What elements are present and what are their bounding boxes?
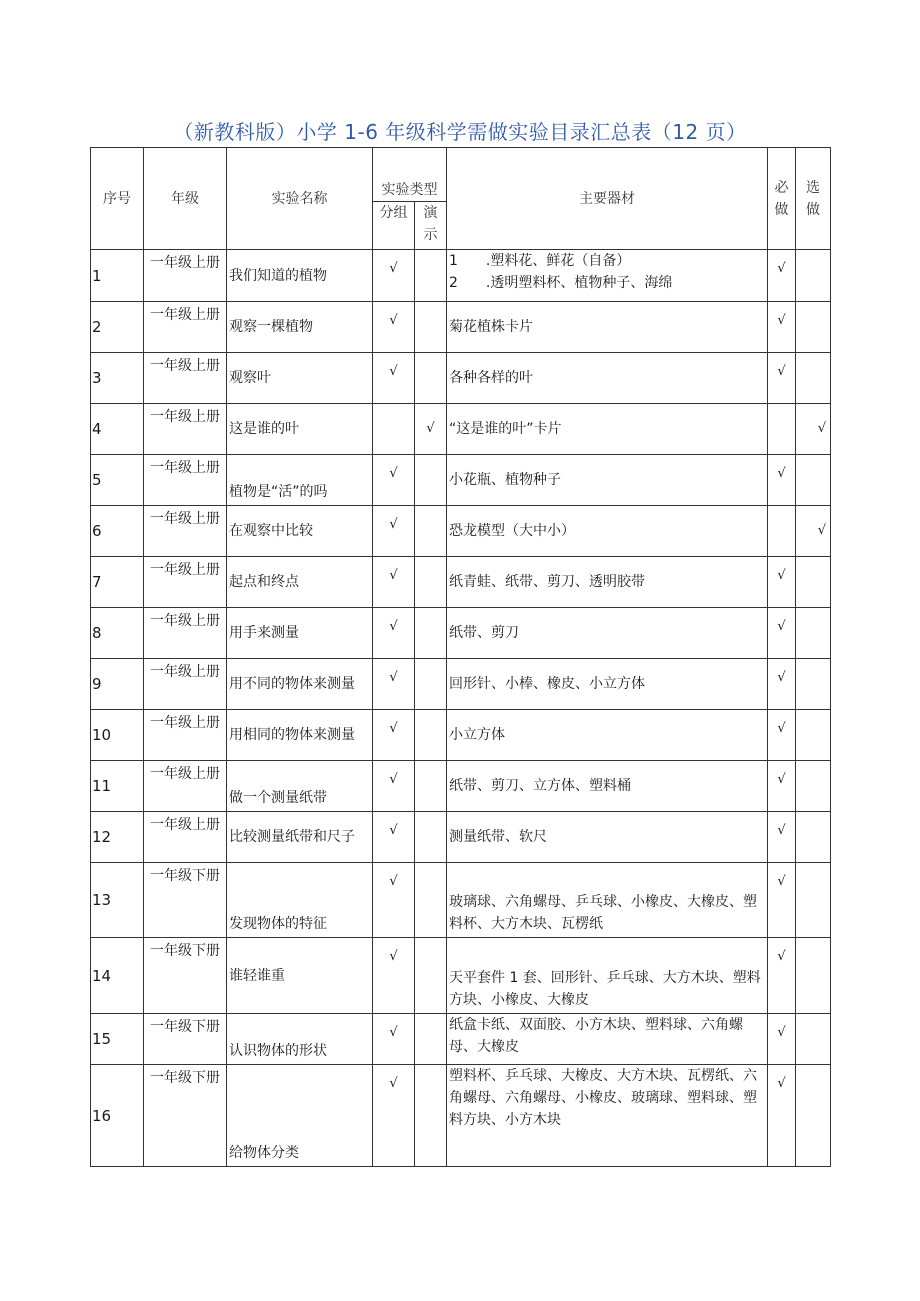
row-materials: 恐龙模型（大中小） <box>447 506 768 557</box>
page-title: （新教科版）小学 1-6 年级科学需做实验目录汇总表（12 页） <box>173 120 747 144</box>
table-row <box>91 455 831 506</box>
row-name: 做一个测量纸带 <box>227 761 373 812</box>
row-grade: 一年级上册 <box>144 608 227 659</box>
table-row <box>91 1014 831 1065</box>
row-name: 认识物体的形状 <box>227 1014 373 1065</box>
row-demo-check <box>415 812 447 863</box>
row-grade: 一年级下册 <box>144 863 227 938</box>
row-demo-check <box>415 938 447 1014</box>
row-optional-check <box>796 863 831 938</box>
row-group-check: √ <box>373 1065 415 1167</box>
row-name: 用不同的物体来测量 <box>227 659 373 710</box>
table-row <box>91 404 831 455</box>
row-name: 我们知道的植物 <box>227 250 373 302</box>
row-materials: 纸盒卡纸、双面胶、小方木块、塑料球、六角螺母、大橡皮 <box>447 1014 768 1065</box>
header-type: 实验类型 <box>373 148 447 202</box>
row-materials: 纸青蛙、纸带、剪刀、透明胶带 <box>447 557 768 608</box>
table-row <box>91 557 831 608</box>
row-demo-check <box>415 761 447 812</box>
header-optional: 选 做 <box>796 148 831 250</box>
row-grade: 一年级下册 <box>144 938 227 1014</box>
row-grade: 一年级上册 <box>144 557 227 608</box>
row-group-check: √ <box>373 455 415 506</box>
row-grade: 一年级上册 <box>144 812 227 863</box>
row-grade: 一年级上册 <box>144 404 227 455</box>
row-optional-check <box>796 557 831 608</box>
row-seq: 1 <box>91 250 144 302</box>
row-name: 发现物体的特征 <box>227 863 373 938</box>
row-seq: 14 <box>91 938 144 1014</box>
row-required-check: √ <box>768 863 796 938</box>
row-grade: 一年级上册 <box>144 659 227 710</box>
row-seq: 13 <box>91 863 144 938</box>
row-grade: 一年级下册 <box>144 1014 227 1065</box>
row-optional-check <box>796 353 831 404</box>
table-row <box>91 608 831 659</box>
row-name: 用相同的物体来测量 <box>227 710 373 761</box>
row-name: 比较测量纸带和尺子 <box>227 812 373 863</box>
row-demo-check <box>415 710 447 761</box>
table-row <box>91 710 831 761</box>
row-materials: 各种各样的叶 <box>447 353 768 404</box>
row-optional-check <box>796 812 831 863</box>
header-demo: 演 示 <box>415 202 447 250</box>
row-seq: 11 <box>91 761 144 812</box>
row-demo-check <box>415 608 447 659</box>
row-materials: 1 .塑料花、鲜花（自备） 2 .透明塑料杯、植物种子、海绵 <box>447 250 768 302</box>
row-materials: 玻璃球、六角螺母、乒乓球、小橡皮、大橡皮、塑料杯、大方木块、瓦楞纸 <box>447 863 768 938</box>
row-name: 观察叶 <box>227 353 373 404</box>
row-materials: 小花瓶、植物种子 <box>447 455 768 506</box>
row-grade: 一年级上册 <box>144 761 227 812</box>
row-required-check: √ <box>768 659 796 710</box>
table-row <box>91 659 831 710</box>
row-grade: 一年级上册 <box>144 250 227 302</box>
row-required-check: √ <box>768 761 796 812</box>
row-name: 植物是“活”的吗 <box>227 455 373 506</box>
header-group: 分组 <box>373 202 415 250</box>
row-group-check: √ <box>373 938 415 1014</box>
row-group-check: √ <box>373 353 415 404</box>
row-demo-check <box>415 863 447 938</box>
row-optional-check <box>796 250 831 302</box>
header-grade: 年级 <box>144 148 227 250</box>
row-required-check <box>768 404 796 455</box>
row-seq: 12 <box>91 812 144 863</box>
row-seq: 10 <box>91 710 144 761</box>
row-materials: 纸带、剪刀 <box>447 608 768 659</box>
row-seq: 15 <box>91 1014 144 1065</box>
row-group-check: √ <box>373 710 415 761</box>
row-demo-check <box>415 506 447 557</box>
row-grade: 一年级上册 <box>144 353 227 404</box>
row-optional-check: √ <box>796 506 831 557</box>
row-required-check: √ <box>768 608 796 659</box>
row-required-check: √ <box>768 710 796 761</box>
header-required: 必 做 <box>768 148 796 250</box>
table-row <box>91 812 831 863</box>
row-seq: 16 <box>91 1065 144 1167</box>
row-required-check: √ <box>768 455 796 506</box>
row-group-check: √ <box>373 812 415 863</box>
row-name: 用手来测量 <box>227 608 373 659</box>
row-required-check: √ <box>768 250 796 302</box>
row-required-check: √ <box>768 812 796 863</box>
row-demo-check: √ <box>415 404 447 455</box>
row-name: 在观察中比较 <box>227 506 373 557</box>
header-materials: 主要器材 <box>447 148 768 250</box>
table-row <box>91 761 831 812</box>
row-seq: 4 <box>91 404 144 455</box>
row-seq: 7 <box>91 557 144 608</box>
row-name: 观察一棵植物 <box>227 302 373 353</box>
header-name: 实验名称 <box>227 148 373 250</box>
row-optional-check <box>796 710 831 761</box>
row-seq: 3 <box>91 353 144 404</box>
row-name: 给物体分类 <box>227 1065 373 1167</box>
row-group-check: √ <box>373 608 415 659</box>
row-group-check: √ <box>373 506 415 557</box>
row-materials: 小立方体 <box>447 710 768 761</box>
table-row <box>91 250 831 302</box>
row-group-check: √ <box>373 250 415 302</box>
row-grade: 一年级上册 <box>144 710 227 761</box>
table-row <box>91 938 831 1014</box>
row-optional-check <box>796 608 831 659</box>
row-grade: 一年级上册 <box>144 455 227 506</box>
row-name: 谁轻谁重 <box>227 938 373 1014</box>
row-seq: 8 <box>91 608 144 659</box>
table-row <box>91 353 831 404</box>
row-seq: 2 <box>91 302 144 353</box>
row-group-check: √ <box>373 659 415 710</box>
row-group-check: √ <box>373 761 415 812</box>
row-materials: 菊花植株卡片 <box>447 302 768 353</box>
table-row <box>91 1065 831 1167</box>
row-group-check: √ <box>373 557 415 608</box>
table-row <box>91 302 831 353</box>
row-materials: 测量纸带、软尺 <box>447 812 768 863</box>
row-name: 起点和终点 <box>227 557 373 608</box>
row-optional-check <box>796 938 831 1014</box>
row-group-check: √ <box>373 302 415 353</box>
row-group-check <box>373 404 415 455</box>
row-required-check: √ <box>768 353 796 404</box>
row-grade: 一年级上册 <box>144 302 227 353</box>
row-demo-check <box>415 353 447 404</box>
row-materials: 纸带、剪刀、立方体、塑料桶 <box>447 761 768 812</box>
row-demo-check <box>415 455 447 506</box>
row-optional-check <box>796 1014 831 1065</box>
row-optional-check <box>796 659 831 710</box>
table-row <box>91 863 831 938</box>
row-grade: 一年级上册 <box>144 506 227 557</box>
row-required-check: √ <box>768 557 796 608</box>
row-group-check: √ <box>373 1014 415 1065</box>
row-materials: 回形针、小棒、橡皮、小立方体 <box>447 659 768 710</box>
row-materials: “这是谁的叶”卡片 <box>447 404 768 455</box>
row-demo-check <box>415 1065 447 1167</box>
row-group-check: √ <box>373 863 415 938</box>
row-optional-check <box>796 1065 831 1167</box>
row-materials: 塑料杯、乒乓球、大橡皮、大方木块、瓦楞纸、六角螺母、六角螺母、小橡皮、玻璃球、塑料球、塑料方块、小方木块 <box>447 1065 768 1167</box>
row-required-check: √ <box>768 1014 796 1065</box>
row-materials: 天平套件 1 套、回形针、乒乓球、大方木块、塑料方块、小橡皮、大橡皮 <box>447 938 768 1014</box>
row-optional-check <box>796 302 831 353</box>
row-optional-check <box>796 761 831 812</box>
row-required-check <box>768 506 796 557</box>
row-required-check: √ <box>768 938 796 1014</box>
row-demo-check <box>415 659 447 710</box>
row-demo-check <box>415 1014 447 1065</box>
row-seq: 6 <box>91 506 144 557</box>
header-seq: 序号 <box>91 148 144 250</box>
row-seq: 9 <box>91 659 144 710</box>
row-demo-check <box>415 557 447 608</box>
row-optional-check: √ <box>796 404 831 455</box>
row-required-check: √ <box>768 302 796 353</box>
row-demo-check <box>415 302 447 353</box>
row-optional-check <box>796 455 831 506</box>
row-seq: 5 <box>91 455 144 506</box>
row-required-check: √ <box>768 1065 796 1167</box>
row-grade: 一年级下册 <box>144 1065 227 1167</box>
row-name: 这是谁的叶 <box>227 404 373 455</box>
table-body <box>91 250 831 1167</box>
table-row <box>91 506 831 557</box>
row-demo-check <box>415 250 447 302</box>
experiment-table <box>90 147 831 1167</box>
